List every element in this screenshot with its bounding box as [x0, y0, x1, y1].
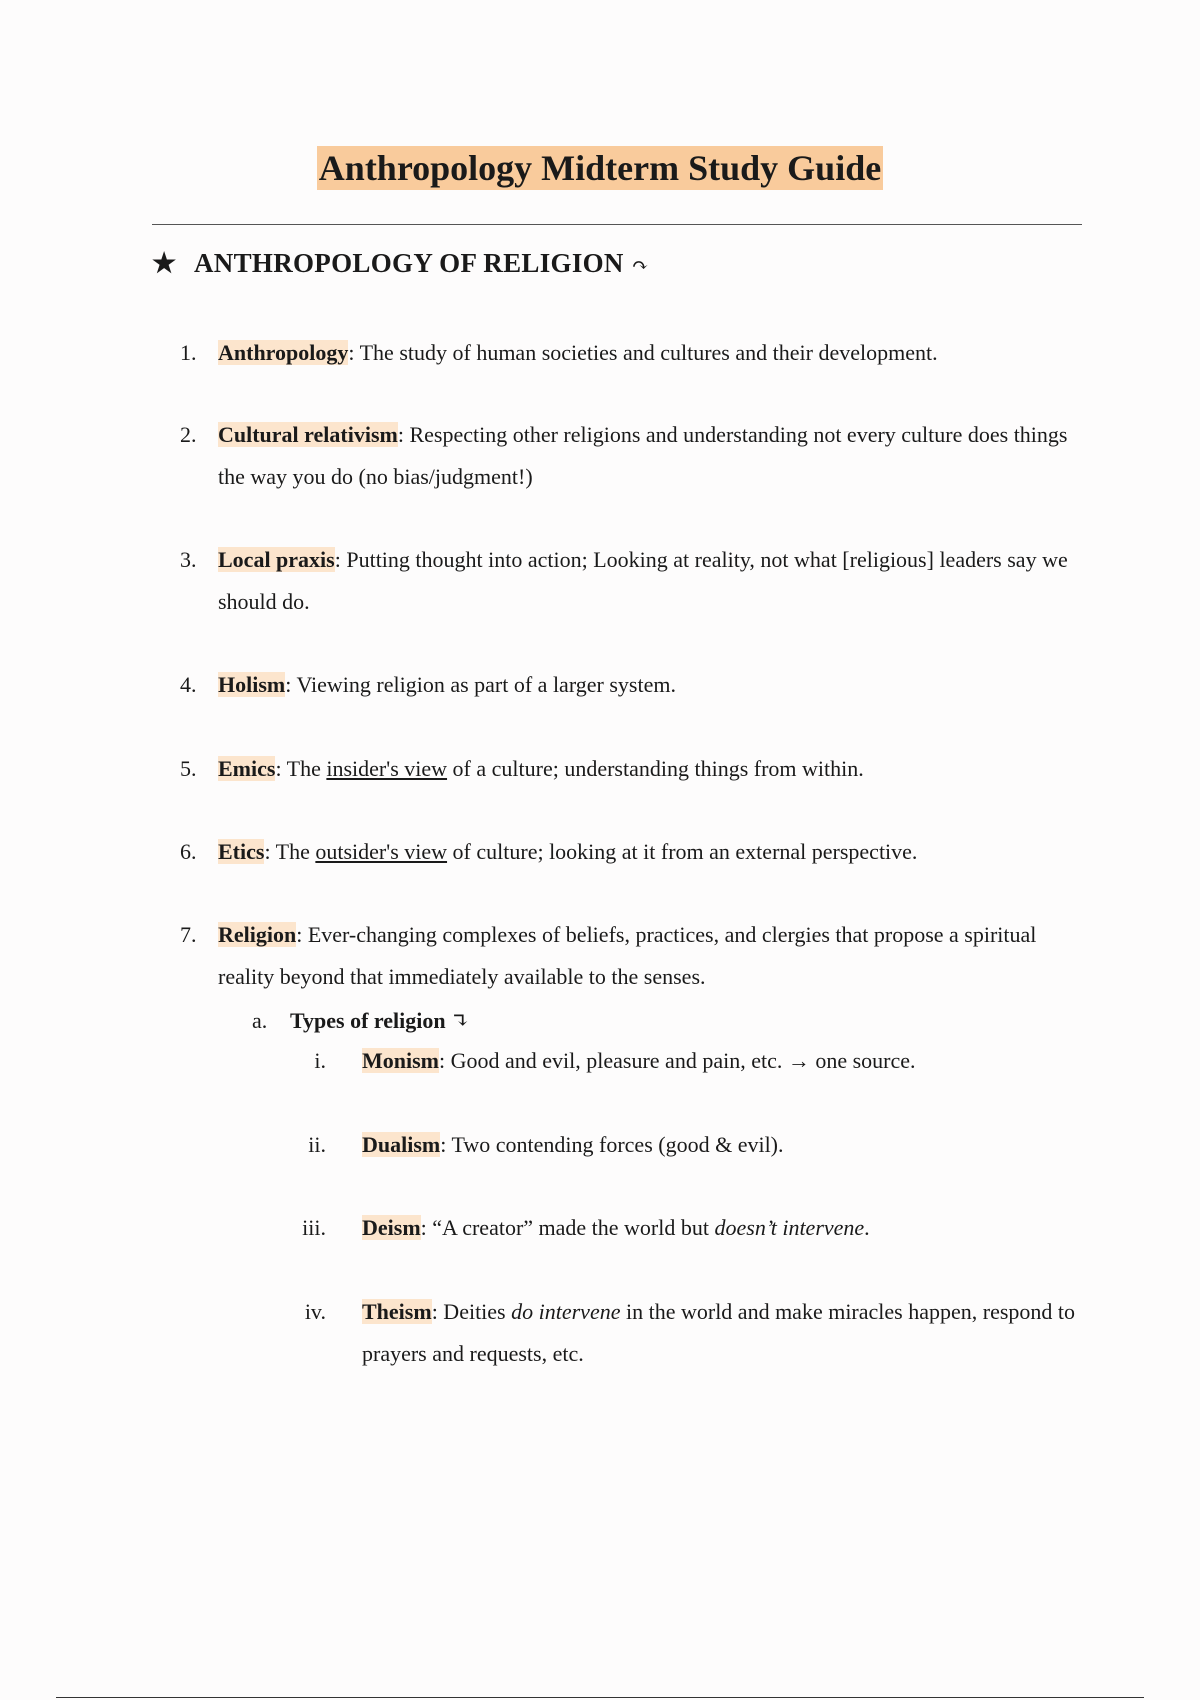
term: Deism — [362, 1215, 421, 1240]
list-item-body — [218, 914, 1098, 998]
term: Emics — [218, 756, 276, 781]
curved-arrow-icon: ↷ — [631, 255, 649, 277]
underlined-phrase: insider's view — [326, 756, 448, 781]
list-item-body — [218, 664, 1098, 706]
list-number: 2. — [180, 422, 197, 447]
definition-part: : The — [275, 756, 327, 781]
list-number: 6. — [180, 839, 197, 864]
list-item-body — [218, 414, 1098, 498]
definition-part: : “A creator” made the world but — [420, 1215, 715, 1240]
definition: : Two contending forces (good & evil). — [440, 1132, 784, 1157]
term: Monism — [362, 1048, 439, 1073]
religion-type-body — [362, 1124, 1082, 1166]
term: Anthropology — [218, 340, 349, 365]
term: Etics — [218, 839, 265, 864]
roman-numeral: iv. — [304, 1299, 326, 1324]
italic-phrase: do intervene — [511, 1299, 621, 1324]
definition-part: of culture; looking at it from an external perspective. — [447, 839, 918, 864]
list-item-body — [218, 831, 1098, 873]
definition: : Good and evil, pleasure and pain, etc. → one source. — [439, 1048, 916, 1073]
definition-part: . — [864, 1215, 870, 1240]
italic-phrase: doesn’t intervene — [714, 1215, 865, 1240]
term: Holism — [218, 672, 286, 697]
term: Theism — [362, 1299, 432, 1324]
religion-type-body — [362, 1291, 1082, 1375]
term: Dualism — [362, 1132, 441, 1157]
definition: : Viewing religion as part of a larger system. — [285, 672, 676, 697]
definition: : The study of human societies and cultures and their development. — [348, 340, 938, 365]
term: Local praxis — [218, 547, 335, 572]
sublist-heading-text: Types of religion — [290, 1008, 446, 1033]
roman-numeral: i. — [314, 1048, 326, 1073]
religion-type-body — [362, 1207, 1082, 1249]
definition: : Respecting other religions and understanding not every culture does things the way you do (no bias/judgment!) — [218, 422, 1068, 489]
term: Religion — [218, 922, 297, 947]
page-bottom-rule — [56, 1697, 1144, 1698]
underlined-phrase: outsider's view — [315, 839, 448, 864]
title-block — [0, 146, 1200, 190]
down-arrow-icon: ↴ — [451, 1008, 470, 1033]
section-heading-text: ANTHROPOLOGY OF RELIGION — [194, 248, 624, 278]
roman-numeral: ii. — [308, 1132, 326, 1157]
list-item-body — [218, 332, 1098, 374]
roman-numeral: iii. — [302, 1215, 326, 1240]
definition-part: : Deities — [431, 1299, 512, 1324]
definition-part: of a culture; understanding things from within. — [447, 756, 864, 781]
sublist-heading — [252, 1000, 470, 1042]
religion-type-body — [362, 1040, 1082, 1082]
document-title: Anthropology Midterm Study Guide — [318, 148, 882, 188]
section-heading — [152, 246, 649, 283]
definition: : Ever-changing complexes of beliefs, practices, and clergies that propose a spiritual reality beyond that immediately available to the senses. — [218, 922, 1037, 989]
list-number: 5. — [180, 756, 197, 781]
star-icon: ★ — [152, 248, 177, 278]
list-number: 4. — [180, 672, 197, 697]
term: Cultural relativism — [218, 422, 398, 447]
list-number: 7. — [180, 922, 197, 947]
list-number: 1. — [180, 340, 197, 365]
title-divider — [152, 224, 1082, 225]
list-item-body — [218, 748, 1098, 790]
definition: : Putting thought into action; Looking at reality, not what [religious] leaders say we should do. — [218, 547, 1068, 614]
definition-part: : The — [264, 839, 316, 864]
list-item-body — [218, 539, 1098, 623]
list-number: 3. — [180, 547, 197, 572]
sublist-label: a. — [252, 1008, 268, 1033]
definition-part: in the world and make miracles happen, respond to prayers and requests, etc. — [362, 1299, 1076, 1366]
